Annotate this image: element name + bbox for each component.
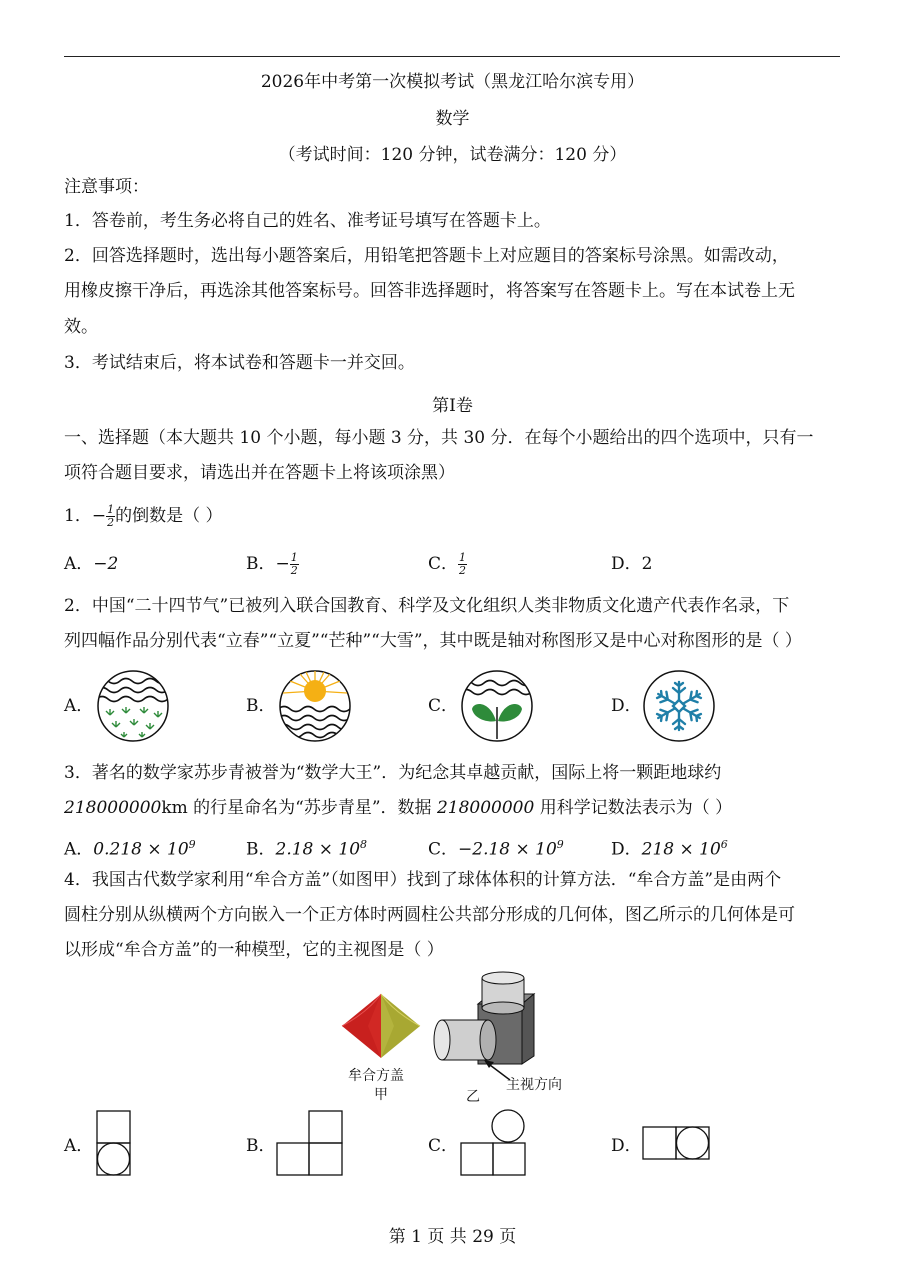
exam-info: （考试时间：120 分钟，试卷满分：120 分）: [278, 145, 627, 165]
q1-option-d: [611, 551, 652, 577]
q1-a-label: A．: [64, 554, 94, 574]
q4-option-a-figure: [96, 1110, 132, 1176]
q4-a-label: A．: [64, 1136, 94, 1156]
q4-b-label: B．: [246, 1136, 276, 1156]
notice-item-2-line1: 2．回答选择题时，选出每小题答案后，用铅笔把答题卡上对应题目的答案标号涂黑。如需改动，: [64, 246, 789, 266]
top-rule: [64, 56, 840, 57]
q3-line2: [64, 795, 732, 821]
q3-d-base: 218 × 10: [641, 839, 721, 860]
q1-option-c: [428, 551, 467, 577]
mouhefanggai-figure: [338, 990, 424, 1062]
q4-c-label: C．: [428, 1136, 459, 1156]
figure-yi-sub: 乙: [466, 1089, 480, 1105]
q2-d-label: D．: [611, 696, 642, 716]
q3-d-exp: 6: [720, 838, 728, 851]
q3-a-label: A．: [64, 839, 94, 860]
volume-title: 第Ⅰ卷: [432, 396, 473, 416]
q3-c-base: −2.18 × 10: [458, 839, 557, 860]
q4-option-c-figure: [460, 1108, 526, 1176]
q2-c-label: C．: [428, 696, 459, 716]
notice-item-2-line2: 用橡皮擦干净后，再选涂其他答案标号。回答非选择题时，将答案写在答题卡上。写在本试卷上无: [64, 281, 795, 301]
notice-item-3: 3．考试结束后，将本试卷和答题卡一并交回。: [64, 353, 415, 373]
exam-title: 2026年中考第一次模拟考试（黑龙江哈尔滨专用）: [260, 72, 645, 92]
notice-heading: 注意事项：: [64, 177, 149, 197]
q1-b-minus: −: [275, 554, 290, 574]
section1-line2: 项符合题目要求，请选出并在答题卡上将该项涂黑）: [64, 463, 455, 483]
q1-c-fraction: [458, 552, 467, 577]
q1-option-b: [246, 551, 299, 577]
sun-icon: [304, 680, 326, 702]
notice-item-1: 1．答卷前，考生务必将自己的姓名、准考证号填写在答题卡上。: [64, 211, 551, 231]
q1-frac-den: 2: [107, 516, 115, 529]
q1-b-fraction: [290, 552, 299, 577]
q3-d-label: D．: [611, 839, 642, 860]
section1-line1: 一、选择题（本大题共 10 个小题，每小题 3 分，共 30 分．在每个小题给出的四个选项中，只有一: [64, 428, 814, 448]
notice-item-2-line3: 效。: [64, 317, 98, 337]
q4-option-d-figure: [642, 1126, 710, 1160]
q3-b-exp: 8: [360, 838, 368, 851]
q4-option-b-figure: [276, 1110, 344, 1176]
q2-option-a-figure: [96, 669, 170, 743]
q3-option-d: [611, 832, 728, 863]
q1-stem-tail: 的倒数是（ ）: [115, 506, 223, 526]
q1-frac-num: 1: [107, 503, 115, 516]
q2-a-label: A．: [64, 696, 94, 716]
q1-fraction: [106, 504, 115, 529]
q3-number-1: 218000000: [64, 798, 162, 818]
q2-option-b-figure: [278, 669, 352, 743]
q1-c-label: C．: [428, 554, 459, 574]
q2-option-d-figure: [642, 669, 716, 743]
q3-line1: 3．著名的数学家苏步青被誉为“数学大王”．为纪念其卓越贡献，国际上将一颗距地球约: [64, 763, 722, 783]
q3-option-b: [246, 832, 367, 863]
q3-number-2: 218000000: [436, 798, 535, 818]
q3-line2-rest: km 的行星命名为“苏步青星”．数据: [161, 798, 437, 818]
q2-line2: 列四幅作品分别代表“立春”“立夏”“芒种”“大雪”，其中既是轴对称图形又是中心对称图形的是（ ）: [64, 631, 802, 651]
q1-b-label: B．: [246, 554, 276, 574]
q4-line3: 以形成“牟合方盖”的一种模型，它的主视图是（ ）: [64, 940, 444, 960]
q2-line1: 2．中国“二十四节气”已被列入联合国教育、科学及文化组织人类非物质文化遗产代表作名录，下: [64, 596, 790, 616]
figure-jia-label: 牟合方盖: [348, 1068, 404, 1084]
q1-option-a: [64, 551, 118, 577]
q1-number: 1．: [64, 506, 92, 526]
q1-c-num: 1: [459, 551, 467, 564]
q3-a-base: 0.218 × 10: [93, 839, 189, 860]
q1-a-value: −2: [93, 554, 119, 574]
view-direction-label: 主视方向: [506, 1077, 562, 1093]
q3-line2-tail: 用科学记数法表示为（ ）: [534, 798, 733, 818]
q3-option-a: [64, 832, 196, 863]
q3-option-c: [428, 832, 564, 863]
page-footer: 第 1 页 共 29 页: [388, 1227, 517, 1247]
q1-b-num: 1: [290, 551, 298, 564]
subject-title: 数学: [435, 109, 470, 129]
q2-option-c-figure: [460, 669, 534, 743]
q1-d-label: D．: [611, 554, 642, 574]
q1-d-value: 2: [641, 554, 653, 574]
cube-cylinder-model-figure: [430, 968, 546, 1072]
q1-b-den: 2: [290, 564, 298, 577]
q3-b-label: B．: [246, 839, 276, 860]
q3-b-base: 2.18 × 10: [275, 839, 361, 860]
q4-d-label: D．: [611, 1136, 642, 1156]
q3-c-exp: 9: [556, 838, 564, 851]
q3-a-exp: 9: [188, 838, 196, 851]
q1-minus: −: [91, 506, 107, 526]
q1-stem: [64, 503, 222, 529]
q3-c-label: C．: [428, 839, 459, 860]
q4-line1: 4．我国古代数学家利用“牟合方盖”（如图甲）找到了球体体积的计算方法．“牟合方盖”是由两个: [64, 870, 782, 890]
figure-jia-sub: 甲: [374, 1087, 388, 1103]
q1-c-den: 2: [459, 564, 467, 577]
q4-line2: 圆柱分别从纵横两个方向嵌入一个正方体时两圆柱公共部分形成的几何体，图乙所示的几何体是可: [64, 905, 795, 925]
q2-b-label: B．: [246, 696, 276, 716]
